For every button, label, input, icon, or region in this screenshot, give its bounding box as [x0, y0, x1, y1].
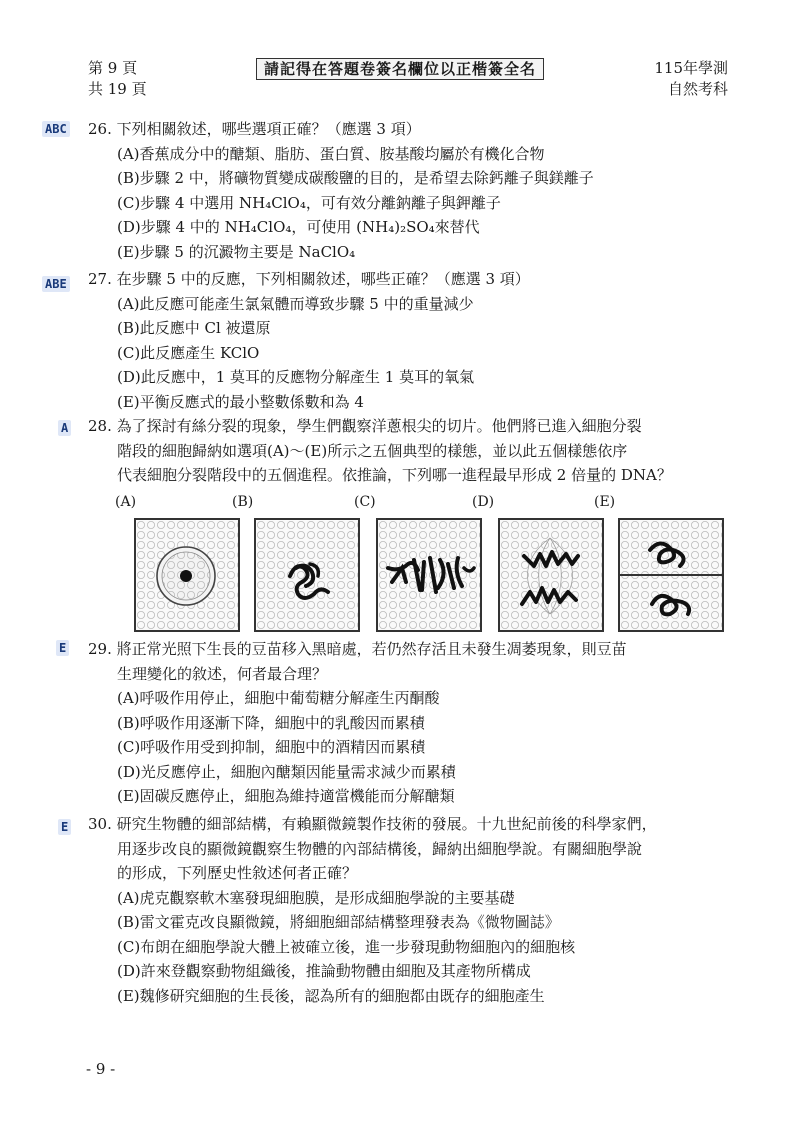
option-c: (C)步驟 4 中選用 NH₄ClO₄，可有效分離鈉離子與鉀離子 [117, 193, 501, 212]
question-stem-continued: 階段的細胞歸納如選項(A)～(E)所示之五個典型的樣態，並以此五個樣態依序 [117, 441, 628, 460]
option-d: (D)步驟 4 中的 NH₄ClO₄，可使用 (NH₄)₂SO₄來替代 [117, 218, 480, 236]
answer-badge-29: E [56, 640, 69, 656]
question-stem: 28. 為了探討有絲分裂的現象，學生們觀察洋蔥根尖的切片。他們將已進入細胞分裂 [88, 417, 642, 435]
page-header-right [654, 58, 728, 100]
answer-badge-30: E [58, 819, 71, 835]
cell-anaphase-drawing [500, 520, 602, 630]
question-stem-continued: 生理變化的敘述，何者最合理？ [117, 664, 328, 683]
panel-label-c: (C) [354, 494, 376, 510]
cell-metaphase-image [376, 518, 482, 632]
cell-telophase-drawing [620, 520, 722, 630]
page-footer-number: - 9 - [86, 1060, 116, 1078]
question-stem: 27. 在步驟 5 中的反應，下列相關敘述，哪些正確？（應選 3 項） [88, 270, 530, 288]
option-a: (A)此反應可能產生氯氣體而導致步驟 5 中的重量減少 [117, 294, 474, 313]
exam-year-label: 115年學測 [654, 59, 728, 77]
cell-prophase-image [254, 518, 360, 632]
panel-label-e: (E) [594, 494, 616, 510]
cell-prophase-drawing [256, 520, 358, 630]
subject-label: 自然考科 [667, 80, 728, 98]
option-a: (A)呼吸作用停止，細胞中葡萄糖分解產生丙酮酸 [117, 689, 440, 707]
option-e: (E)魏修研究細胞的生長後，認為所有的細胞都由既存的細胞產生 [117, 986, 545, 1005]
figure-panel-labels [0, 494, 800, 514]
question-28 [88, 414, 728, 488]
question-stem: 30. 研究生物體的細部結構，有賴顯微鏡製作技術的發展。十九世紀前後的科學家們， [88, 815, 657, 833]
cell-interphase-image [134, 518, 240, 632]
option-d: (D)此反應中，1 莫耳的反應物分解產生 1 莫耳的氧氣 [117, 368, 475, 386]
answer-badge-28: A [58, 420, 71, 436]
cell-interphase-drawing [136, 520, 238, 630]
signature-notice: 請記得在答題卷簽名欄位以正楷簽全名 [256, 58, 544, 80]
question-stem: 26. 下列相關敘述，哪些選項正確？（應選 3 項） [88, 120, 421, 138]
option-d: (D)許來登觀察動物組織後，推論動物體由細胞及其產物所構成 [117, 962, 531, 980]
cell-telophase-image [618, 518, 724, 632]
cell-anaphase-image [498, 518, 604, 632]
option-a: (A)香蕉成分中的醣類、脂肪、蛋白質、胺基酸均屬於有機化合物 [117, 144, 545, 163]
question-29 [88, 637, 728, 809]
option-e: (E)平衡反應式的最小整數係數和為 4 [117, 392, 364, 411]
option-b: (B)此反應中 Cl 被還原 [117, 319, 271, 337]
option-e: (E)步驟 5 的沉澱物主要是 NaClO₄ [117, 242, 356, 261]
option-e: (E)固碳反應停止，細胞為維持適當機能而分解醣類 [117, 787, 455, 805]
option-c: (C)布朗在細胞學說大體上被確立後，進一步發現動物細胞內的細胞核 [117, 937, 576, 956]
question-30 [88, 812, 728, 1008]
total-pages-label: 共 19 頁 [88, 80, 147, 98]
page-number-label: 第 9 頁 [88, 59, 138, 77]
option-a: (A)虎克觀察軟木塞發現細胞膜，是形成細胞學說的主要基礎 [117, 888, 515, 907]
panel-label-b: (B) [232, 494, 254, 510]
page-header-left [88, 58, 147, 100]
answer-badge-26: ABC [42, 121, 70, 137]
option-b: (B)呼吸作用逐漸下降，細胞中的乳酸因而累積 [117, 713, 425, 732]
answer-badge-27: ABE [42, 276, 70, 292]
option-b: (B)雷文霍克改良顯微鏡，將細胞細部結構整理發表為《微物圖誌》 [117, 913, 560, 931]
cell-metaphase-drawing [378, 520, 480, 630]
option-b: (B)步驟 2 中，將礦物質變成碳酸鹽的目的，是希望去除鈣離子與鎂離子 [117, 169, 594, 187]
panel-label-d: (D) [472, 494, 495, 510]
question-stem: 29. 將正常光照下生長的豆苗移入黑暗處，若仍然存活且未發生凋萎現象，則豆苗 [88, 640, 627, 658]
question-stem-continued: 代表細胞分裂階段中的五個進程。依推論，下列哪一進程最早形成 2 倍量的 DNA？ [117, 466, 672, 484]
question-stem-continued: 用逐步改良的顯微鏡觀察生物體的內部結構後，歸納出細胞學說。有關細胞學說 [117, 839, 643, 858]
question-26 [88, 117, 728, 264]
option-c: (C)呼吸作用受到抑制，細胞中的酒精因而累積 [117, 738, 426, 756]
question-27 [88, 267, 728, 414]
question-stem-continued: 的形成，下列歷史性敘述何者正確？ [117, 864, 358, 882]
option-d: (D)光反應停止，細胞內醣類因能量需求減少而累積 [117, 762, 456, 781]
option-c: (C)此反應產生 KClO [117, 343, 260, 362]
panel-label-a: (A) [115, 494, 137, 510]
